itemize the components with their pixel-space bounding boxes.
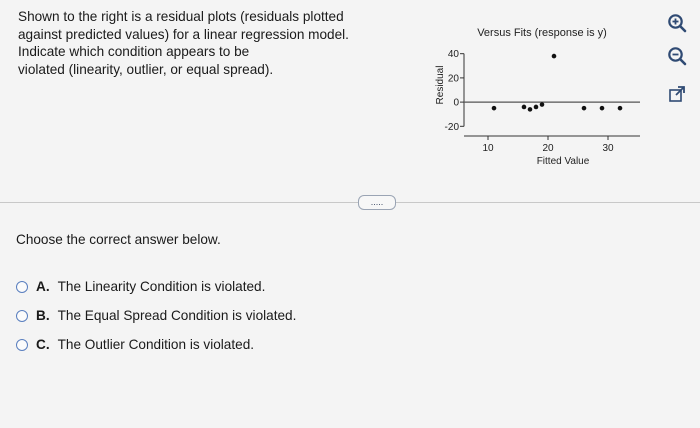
choice-letter: A. [36,279,50,294]
data-point [540,102,545,107]
question-line: Indicate which condition appears to be [18,44,250,59]
external-link-icon [667,85,687,105]
choice-c[interactable] [16,330,296,359]
data-point [534,105,539,110]
choice-text: The Linearity Condition is violated. [57,279,266,294]
radio-button[interactable] [16,310,28,322]
y-tick-label: 20 [447,73,459,85]
choice-text: The Equal Spread Condition is violated. [57,308,297,323]
residual-plot [420,0,660,180]
choice-a[interactable] [16,272,296,301]
y-axis-label: Residual [435,65,446,105]
y-tick-label: 0 [453,97,459,109]
choice-b[interactable] [16,301,296,330]
x-tick-label: 20 [542,143,554,154]
x-tick-label: 30 [602,143,614,154]
data-point [552,54,557,59]
data-point [600,106,605,111]
y-tick-label: 40 [447,49,459,61]
question-line: against predicted values) for a linear regression model. [18,26,349,42]
question-line: Shown to the right is a residual plots (residuals plotted [18,9,344,24]
x-tick-label: 10 [482,143,494,154]
data-point [618,106,623,111]
section-divider [0,202,700,203]
radio-button[interactable] [16,339,28,351]
data-point [492,106,497,111]
data-point [582,106,587,111]
instruction-text: Choose the correct answer below. [16,232,221,247]
choice-letter: B. [36,308,50,323]
choice-text: The Outlier Condition is violated. [57,337,255,352]
data-point [522,105,527,110]
radio-button[interactable] [16,281,28,293]
question-text [18,8,388,78]
zoom-out-button[interactable] [664,43,690,69]
x-axis-label: Fitted Value [536,156,590,167]
plot-title: Versus Fits (response is y) [477,27,607,39]
expand-more-button[interactable]: ..... [358,195,396,210]
answer-choices [16,272,296,359]
open-in-new-window-button[interactable] [664,82,690,108]
y-tick-label: -20 [444,121,459,133]
zoom-in-icon [667,13,687,33]
residual-plot-svg [420,0,660,180]
choice-letter: C. [36,337,50,352]
question-line: violated (linearity, outlier, or equal spread). [18,61,274,77]
zoom-out-icon [667,46,687,66]
zoom-in-button[interactable] [664,10,690,36]
data-point [528,107,533,112]
